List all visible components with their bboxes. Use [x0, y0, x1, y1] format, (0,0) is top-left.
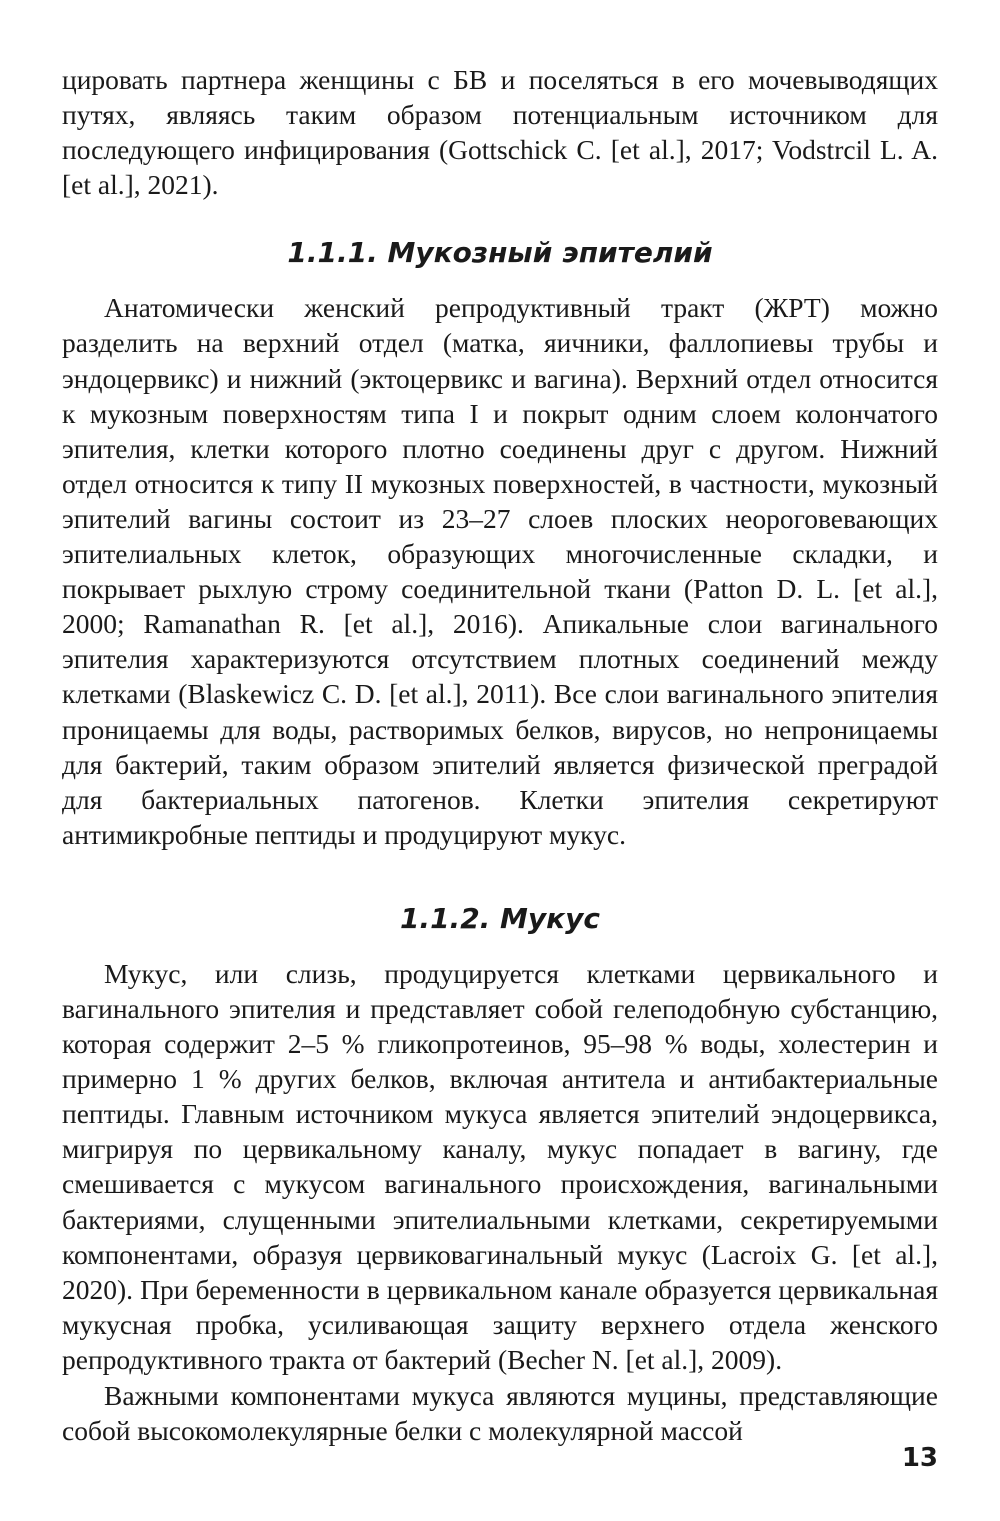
section-heading-mucus: 1.1.2. Мукус — [399, 901, 601, 935]
book-page — [62, 62, 938, 1448]
paragraph-mucus-2: Важными компонентами мукуса являются муцины, представляющие собой высокомолекулярные белки с молекулярной массой — [62, 1380, 938, 1447]
section-heading-mucosal-epithelium: 1.1.1. Мукозный эпителий — [287, 236, 713, 270]
page-number: 13 — [901, 1443, 938, 1473]
paragraph-intro: цировать партнера женщины с БВ и поселяться в его мочевыводящих путях, являясь таким образом потенциальным источником для последующего инфицирования (Gottschick C. [et al.], 2017; Vodstrcil L. A. [et al.], 2021). — [62, 64, 938, 201]
paragraph-mucus-1: Мукус, или слизь, продуцируется клетками цервикального и вагинального эпителия и представляет собой гелеподобную субстанцию, которая содержит 2–5 % гликопротеинов, 95–98 % воды, холестерин и примерно 1 % других белков, включая антитела и антибактериальные пептиды. Главным источником мукуса является эпителий эндоцервикса, мигрируя по цервикальному каналу, мукус попадает в вагину, где смешивается с мукусом вагинального происхождения, вагинальными бактериями, слущенными эпителиальными клетками, секретируемыми компонентами, образуя цервиковагинальный мукус (Lacroix G. [et al.], 2020). При беременности в цервикальном канале образуется цервикальная мукусная пробка, усиливающая защиту верхнего отдела женского репродуктивного тракта от бактерий (Becher N. [et al.], 2009). — [62, 957, 938, 1375]
paragraph-epithelium: Анатомически женский репродуктивный тракт (ЖРТ) можно разделить на верхний отдел (матка, яичники, фаллопиевы трубы и эндоцервикс) и нижний (эктоцервикс и вагина). Верхний отдел относится к мукозным поверхностям типа I и покрыт одним слоем колончатого эпителия, клетки которого плотно соединены друг с другом. Нижний отдел относится к типу II мукозных поверхностей, в частности, мукозный эпителий вагины состоит из 23–27 слоев плоских неороговевающих эпителиальных клеток, образующих многочисленные складки, и покрывает рыхлую строму соединительной ткани (Patton D. L. [et al.], 2000; Ramanathan R. [et al.], 2016). Апикальные слои вагинального эпителия характеризуются отсутствием плотных соединений между клетками (Blaskewicz C. D. [et al.], 2011). Все слои вагинального эпителия проницаемы для воды, растворимых белков, вирусов, но непроницаемы для бактерий, таким образом эпителий является физической преградой для бактериальных патогенов. Клетки эпителия секретируют антимикробные пептиды и продуцируют мукус. — [62, 292, 938, 850]
